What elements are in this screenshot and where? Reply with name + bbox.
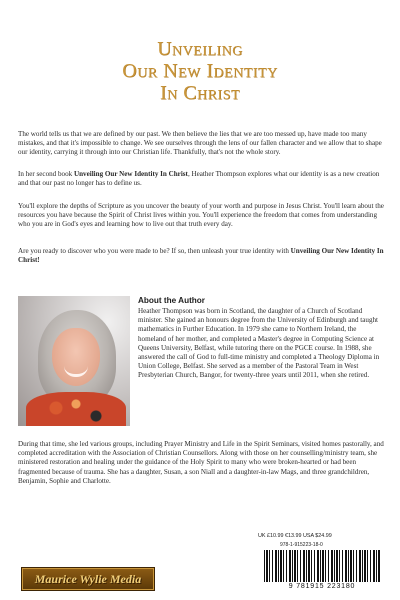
barcode-area xyxy=(258,533,388,593)
blurb-p2-before: In her second book xyxy=(18,170,74,178)
isbn-number: 978-1-915223-18-0 xyxy=(280,542,323,548)
photo-garment xyxy=(26,392,126,426)
book-title xyxy=(0,38,400,104)
photo-face xyxy=(52,328,100,386)
about-author-heading: About the Author xyxy=(138,296,205,305)
blurb-p4-title: Unveiling Our New Identity In Christ! xyxy=(18,247,384,265)
title-line-3: In Christ xyxy=(159,82,241,104)
barcode-digits: 9 781915 223180 xyxy=(288,583,356,590)
publisher-name: Maurice Wylie Media xyxy=(34,572,142,586)
blurb-paragraph-1: The world tells us that we are defined by our past. We then believe the lies that we are too messed up, have made too many mistakes, and that it's impossible to change. We see ourselves through the lens of our fallen character and we allow that to shape our identity, carrying it through into our Christian life. Thankfully, that's not the whole story. xyxy=(18,130,382,157)
barcode-bars xyxy=(264,550,380,582)
author-bio: Heather Thompson was born in Scotland, the daughter of a Church of Scotland minister. She gained an honours degree from the University of Edinburgh and taught mathematics in Further Education. In 1979 she came to Northern Ireland, the homeland of her mother, and completed a Master's degree in Computing Science at Queens University, Belfast, while tutoring there on the PGCE course. In 1988, she answered the call of God to full-time ministry and completed a Theology Diploma in Union College, Belfast. She served as a member of the Pastoral Team in West Presbyterian Church, Bangor, for twenty-three years until 2011, when she retired. xyxy=(138,307,380,380)
blurb-paragraph-2 xyxy=(18,170,384,188)
barcode xyxy=(258,548,386,592)
blurb-p2-after: , Heather Thompson explores what our identity is as a new creation and that our past no longer has to define us. xyxy=(18,170,380,188)
author-bio-continued: During that time, she led various groups, including Prayer Ministry and Life in the Spirit Seminars, visited homes pastorally, and completed accreditation with the Association of Christian Counsellors. Along with those on her counselling/ministry team, she ministered restoration and healing under the guidance of the Holy Spirit to many who were broken-hearted or had been fragmented because of trauma. She has a daughter, Susan, a son Niall and a daughter-in-law Mags, and three grandchildren, Benjamin, Sophie and Charlotte. xyxy=(18,440,384,485)
publisher-logo xyxy=(22,568,154,590)
blurb-paragraph-3: You'll explore the depths of Scripture as you uncover the beauty of your worth and purpose in Jesus Christ. You'll learn about the resources you have because the Spirit of Christ lives within you. You'll experience the freedom that comes from understanding who you are in God's eyes and learning how to live out that truth every day. xyxy=(18,202,384,229)
blurb-paragraph-4 xyxy=(18,247,384,265)
author-photo xyxy=(18,296,130,426)
price-line: UK £10.99 €13.99 USA $24.99 xyxy=(258,533,332,539)
title-line-2: Our New Identity xyxy=(122,60,278,82)
title-line-1: Unveiling xyxy=(157,38,243,60)
blurb-p4-before: Are you ready to discover who you were made to be? If so, then unleash your true identity with xyxy=(18,247,291,255)
blurb-p2-title: Unveiling Our New Identity In Christ xyxy=(73,170,188,178)
